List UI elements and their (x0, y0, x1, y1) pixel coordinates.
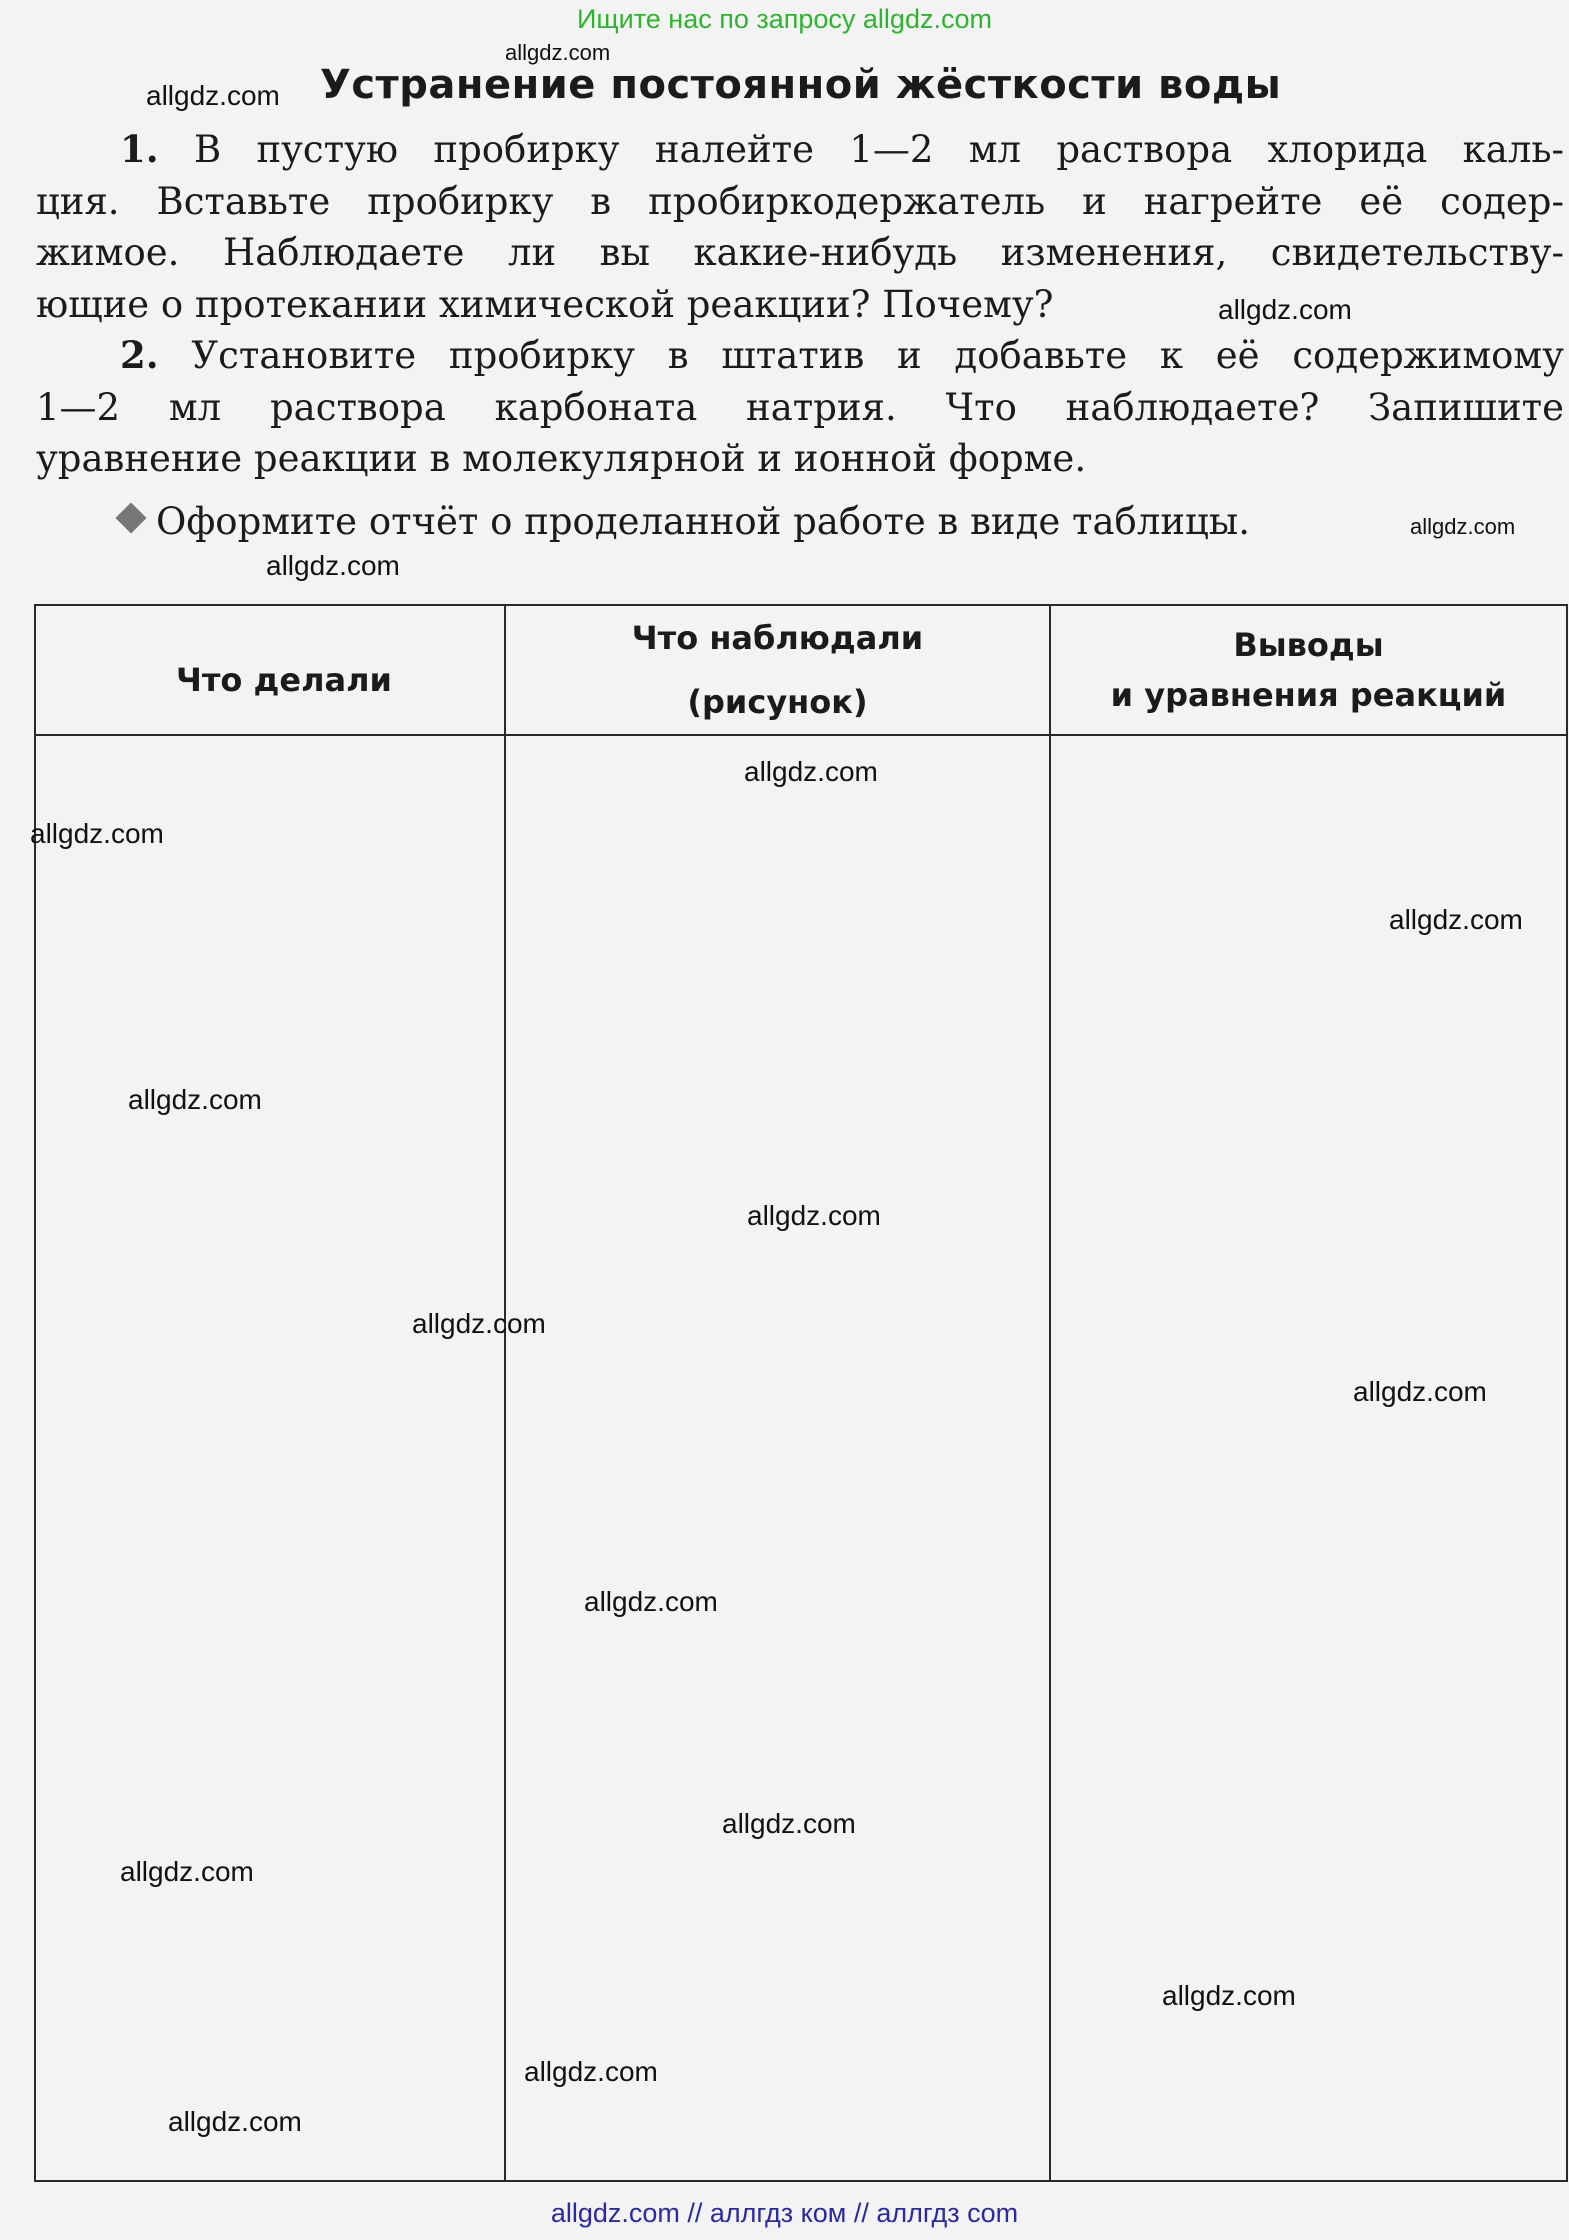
watermark: allgdz.com (146, 80, 280, 111)
paragraph-2 (36, 330, 1564, 485)
watermark: allgdz.com (30, 818, 164, 849)
cell-observed (505, 735, 1050, 2181)
report-note-text: Оформите отчёт о проделанной работе в виде таблицы. (156, 500, 1250, 543)
watermark: allgdz.com (722, 1808, 856, 1839)
watermark: allgdz.com (744, 756, 878, 787)
cell-conclusions (1050, 735, 1567, 2181)
cell-what-done (35, 735, 505, 2181)
paragraph-2-line-3: уравнение реакции в молекулярной и ионной форме. (36, 437, 1087, 480)
header-observed: Что наблюдали (рисунок) (505, 605, 1050, 735)
watermark: allgdz.com (412, 1308, 546, 1339)
watermark: allgdz.com (1410, 514, 1516, 539)
header-conclusions: Выводы и уравнения реакций (1050, 605, 1567, 735)
watermark: allgdz.com (128, 1084, 262, 1115)
paragraph-1-line-4: ющие о протекании химической реакции? Почему? (36, 282, 1054, 326)
watermark: allgdz.com (1389, 904, 1523, 935)
bottom-banner[interactable]: allgdz.com // аллгдз ком // аллгдз com (550, 2198, 1019, 2228)
diamond-icon (115, 502, 146, 533)
report-note (120, 500, 1250, 543)
paragraph-1-line-2: ция. Вставьте пробирку в пробиркодержатель и нагрейте её содер- (36, 179, 1564, 223)
watermark: allgdz.com (266, 550, 400, 581)
watermark: allgdz.com (747, 1200, 881, 1231)
report-table-header (35, 605, 1567, 735)
watermark: allgdz.com (168, 2106, 302, 2137)
watermark: allgdz.com (1218, 294, 1352, 325)
paragraph-2-line-1: Установите пробирку в штатив и добавьте к её содержимому (191, 334, 1564, 377)
watermark: allgdz.com (1162, 1980, 1296, 2011)
paragraph-1-line-1: В пустую пробирку налейте 1—2 мл раствора хлорида каль- (193, 128, 1564, 171)
report-table-row (35, 735, 1567, 2181)
header-what-done: Что делали (35, 605, 505, 735)
paragraph-2-number: 2. (120, 333, 159, 377)
watermark: allgdz.com (120, 1856, 254, 1887)
paragraph-1-number: 1. (120, 127, 159, 171)
paragraph-1-line-3: жимое. Наблюдаете ли вы какие-нибудь изменения, свидетельству- (36, 231, 1564, 274)
paragraph-2-line-2: 1—2 мл раствора карбоната натрия. Что наблюдаете? Запишите (36, 385, 1564, 429)
watermark: allgdz.com (505, 40, 611, 65)
top-banner[interactable]: Ищите нас по запросу allgdz.com (577, 4, 992, 34)
report-table (34, 604, 1568, 2182)
page-title: Устранение постоянной жёсткости воды (320, 62, 1282, 108)
watermark: allgdz.com (1353, 1376, 1487, 1407)
watermark: allgdz.com (524, 2056, 658, 2087)
watermark: allgdz.com (584, 1586, 718, 1617)
